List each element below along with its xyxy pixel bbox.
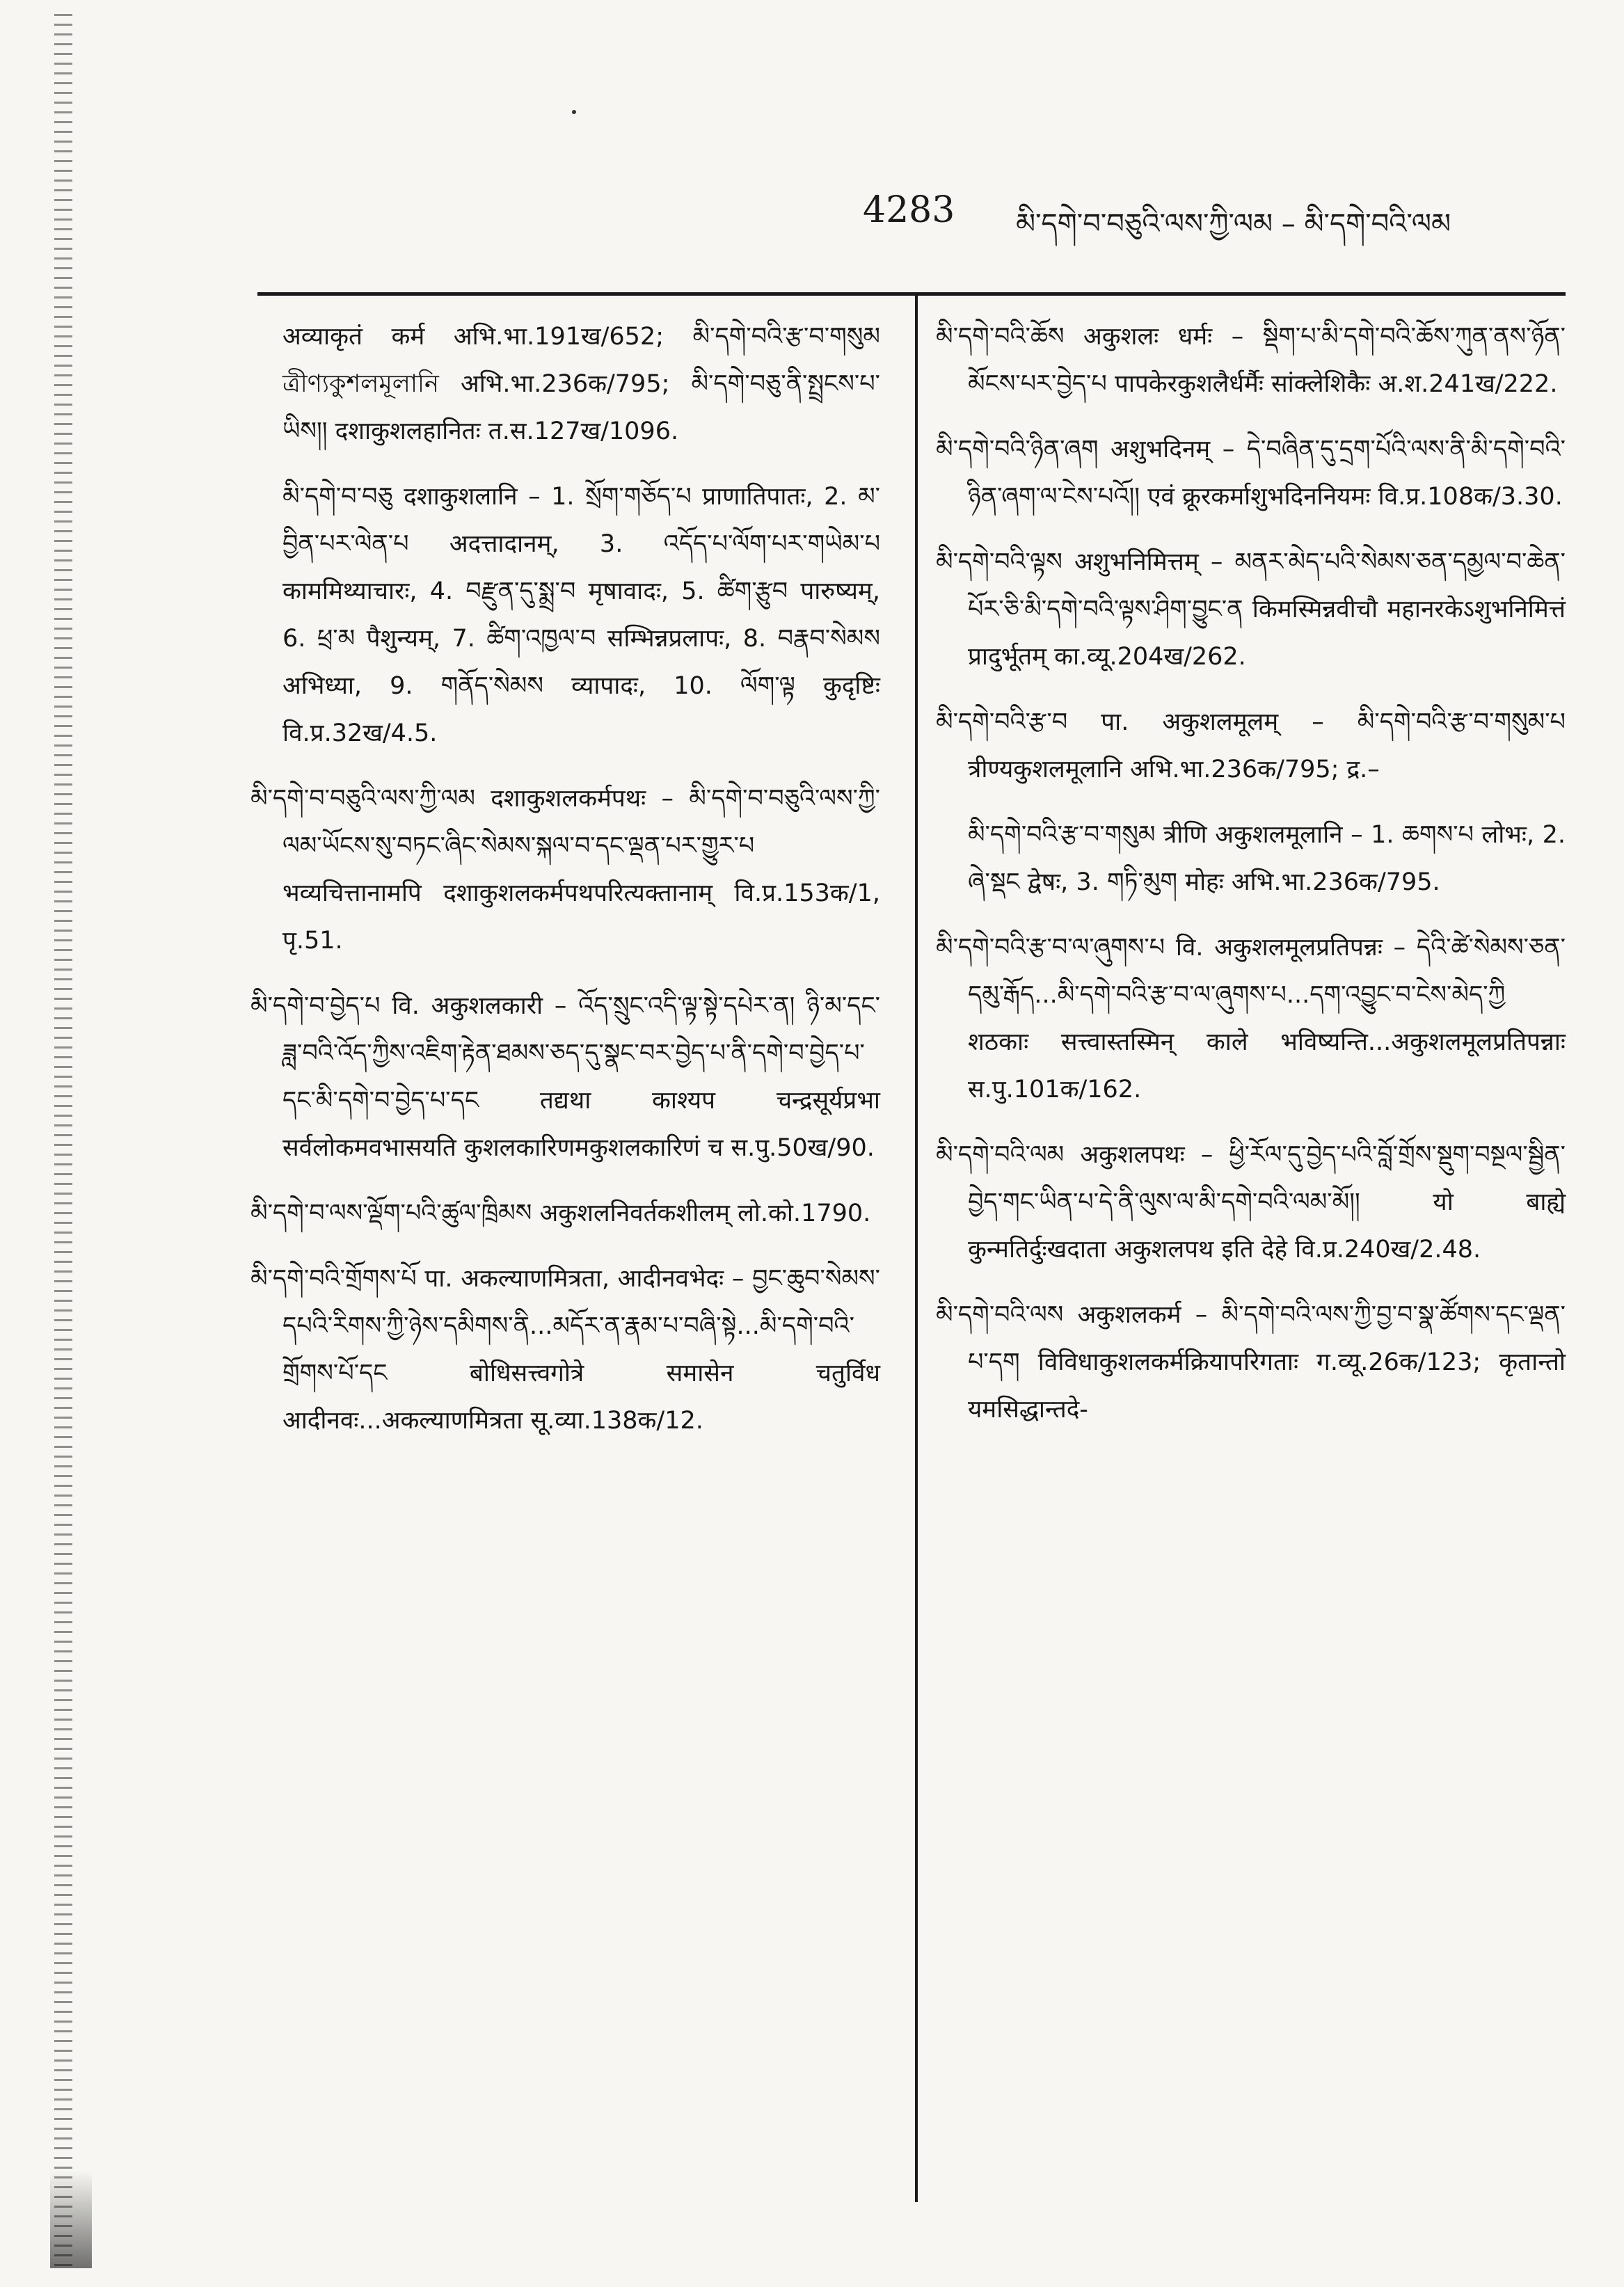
entry-right-2-text: མི་དགེ་བའི་ཉིན་ཞག अशुभदिनम् – དེ་བཞིན་དུ་དྲག་པོའི་ལས་ནི་མི་དགེ་བའི་ཉིན་ཞག་ལ་ངེས་པའོ།། एवं क्रूरकर्माशुभदिननियमः वि.प्र.108क/3.30. (936, 436, 1566, 511)
header-rule (257, 292, 1566, 296)
page-number: 4283 (863, 189, 955, 231)
binding-shadow (50, 2171, 92, 2268)
entry-right-6-text: མི་དགེ་བའི་རྩ་བ་ལ་ཞུགས་པ वि. अकुशलमूलप्रतिपन्नः – དེའི་ཚེ་སེམས་ཅན་དམུ་རྒོད...མི་དགེ་བའི་རྩ་བ་ལ་ཞུགས་པ...དག་འབྱུང་བ་ངེས་མེད་ཀྱི शठकाः सत्त्वास्तस्मिन् काले भविष्यन्ति...अकुशलमूलप्रतिपन्नाः स.पु.101क/162. (936, 934, 1566, 1103)
entry-left-5 (250, 1190, 880, 1237)
entry-right-4-text: མི་དགེ་བའི་རྩ་བ पा. अकुशलमूलम् – མི་དགེ་བའི་རྩ་བ་གསུམ་པ त्रीण्यकुशलमूलानि अभि.भा.236क/795; द्र.– (936, 708, 1566, 783)
running-head: མི་དགེ་བ་བཅུའི་ལས་ཀྱི་ལམ – མི་དགེ་བའི་ལམ (1016, 208, 1451, 240)
entry-right-4 (936, 699, 1566, 793)
entry-right-6 (936, 924, 1566, 1113)
entry-left-6 (250, 1255, 880, 1444)
entry-right-2 (936, 426, 1566, 520)
entry-left-3 (250, 775, 880, 964)
entry-right-5: མི་དགེ་བའི་རྩ་བ་གསུམ त्रीणि अकुशलमूलानि – 1. ཆགས་པ लोभः, 2. ཞེ་སྡང द्वेषः, 3. གཏི་མུག मोहः अभि.भा.236क/795. (968, 821, 1566, 896)
entry-left-4 (250, 982, 880, 1172)
entry-left-1: अव्याकृतं कर्म अभि.भा.191ख/652; མི་དགེ་བའི་རྩ་བ་གསུམ ত্রীণ্যকুশলমূলানি अभि.भा.236क/795; མི་དགེ་བཅུ་ནི་སྤྲངས་པ་ཡིས།། दशाकुशलहानितः त.स.127ख/1096. (282, 323, 880, 445)
left-column (250, 313, 880, 1463)
page-binding-edge (54, 14, 72, 2268)
right-column (936, 313, 1566, 1451)
entry-right-3 (936, 539, 1566, 680)
entry-right-3-text: མི་དགེ་བའི་ལྟས अशुभनिमित्तम् – མནར་མེད་པའི་སེམས་ཅན་དམྱལ་བ་ཆེན་པོར་ཅི་མི་དགེ་བའི་ལྟས་ཤིག་བྱུང་ན किमस्मिन्नवीचौ महानरकेऽशुभनिमित्तं प्रादुर्भूतम् का.व्यू.204ख/262. (936, 548, 1566, 671)
entry-right-7 (936, 1131, 1566, 1273)
entry-right-1-text: མི་དགེ་བའི་ཆོས अकुशलः धर्मः – སྡིག་པ་མི་དགེ་བའི་ཆོས་ཀུན་ནས་ཉོན་མོངས་པར་བྱེད་པ पापकेरकुशलैर्धर्मैः सांक्लेशिकैः अ.श.241ख/222. (936, 323, 1566, 398)
column-separator (915, 296, 918, 2202)
entry-right-1 (936, 313, 1566, 408)
entry-left-4-text: མི་དགེ་བ་བྱེད་པ वि. अकुशलकारी – འོད་སྲུང་འདི་ལྟ་སྟེ་དཔེར་ན། ཉི་མ་དང་ཟླ་བའི་འོད་ཀྱིས་འཇིག་རྟེན་ཐམས་ཅད་དུ་སྣང་བར་བྱེད་པ་ནི་དགེ་བ་བྱེད་པ་དང་མི་དགེ་བ་བྱེད་པ་དང तद्यथा काश्यप चन्द्रसूर्यप्रभा सर्वलोकमवभासयति कुशलकारिणमकुशलकारिणं च स.पु.50ख/90. (250, 992, 880, 1162)
entry-right-8-text: མི་དགེ་བའི་ལས अकुशलकर्म – མི་དགེ་བའི་ལས་ཀྱི་བྱ་བ་སྣ་ཚོགས་དང་ལྡན་པ་དག विविधाकुशलकर्मक्रियापरिगताः ग.व्यू.26क/123; कृतान्तो यमसिद्धान्तदे- (936, 1301, 1566, 1424)
scan-speck (572, 110, 576, 114)
entry-right-8 (936, 1291, 1566, 1433)
entry-right-7-text: མི་དགེ་བའི་ལམ अकुशलपथः – ཕྱི་རོལ་དུ་བྱེད་པའི་བློ་གྲོས་སྡུག་བསྔལ་སྦྱིན་བྱེད་གང་ཡིན་པ་དེ་ནི་ལུས་ལ་མི་དགེ་བའི་ལམ་མོ།། यो बाह्ये कुन्मतिर्दुःखदाता अकुशलपथ इति देहे वि.प्र.240ख/2.48. (936, 1141, 1566, 1264)
entry-left-6-text: མི་དགེ་བའི་གྲོགས་པོ पा. अकल्याणमित्रता, आदीनवभेदः – བྱང་ཆུབ་སེམས་དཔའི་རིགས་ཀྱི་ཉེས་དམིགས་ནི...མདོར་ན་རྣམ་པ་བཞི་སྟེ...མི་དགེ་བའི་གྲོགས་པོ་དང बोधिसत्त्वगोत्रे समासेन चतुर्विध आदीनवः...अकल्याणमित्रता सू.व्या.138क/12. (250, 1265, 880, 1435)
entry-left-2: མི་དགེ་བ་བཅུ दशाकुशलानि – 1. སྲོག་གཅོད་པ प्राणातिपातः, 2. མ་བྱིན་པར་ལེན་པ अदत्तादानम्, 3. འདོད་པ་ལོག་པར་གཡེམ་པ काममिथ्याचारः, 4. བརྫུན་དུ་སྨྲ་བ मृषावादः, 5. ཚིག་རྩུབ पारुष्यम्, 6. ཕྲ་མ पैशुन्यम्, 7. ཚིག་འཁྱལ་བ सम्भिन्नप्रलापः, 8. བརྣབ་སེམས अभिध्या, 9. གནོད་སེམས व्यापादः, 10. ལོག་ལྟ कुदृष्टिः वि.प्र.32ख/4.5. (282, 483, 880, 747)
entry-left-3-text: མི་དགེ་བ་བཅུའི་ལས་ཀྱི་ལམ दशाकुशलकर्मपथः – མི་དགེ་བ་བཅུའི་ལས་ཀྱི་ལམ་ཡོངས་སུ་བཏང་ཞིང་སེམས་སྐལ་བ་དང་ལྡན་པར་གྱུར་པ भव्यचित्तानामपि दशाकुशलकर्मपथपरित्यक्तानाम् वि.प्र.153क/1, पृ.51. (250, 785, 880, 955)
page-header (863, 182, 1573, 245)
entry-left-5-text: མི་དགེ་བ་ལས་ལྡོག་པའི་ཚུལ་ཁྲིམས अकुशलनिवर्तकशीलम् लो.को.1790. (250, 1200, 871, 1227)
